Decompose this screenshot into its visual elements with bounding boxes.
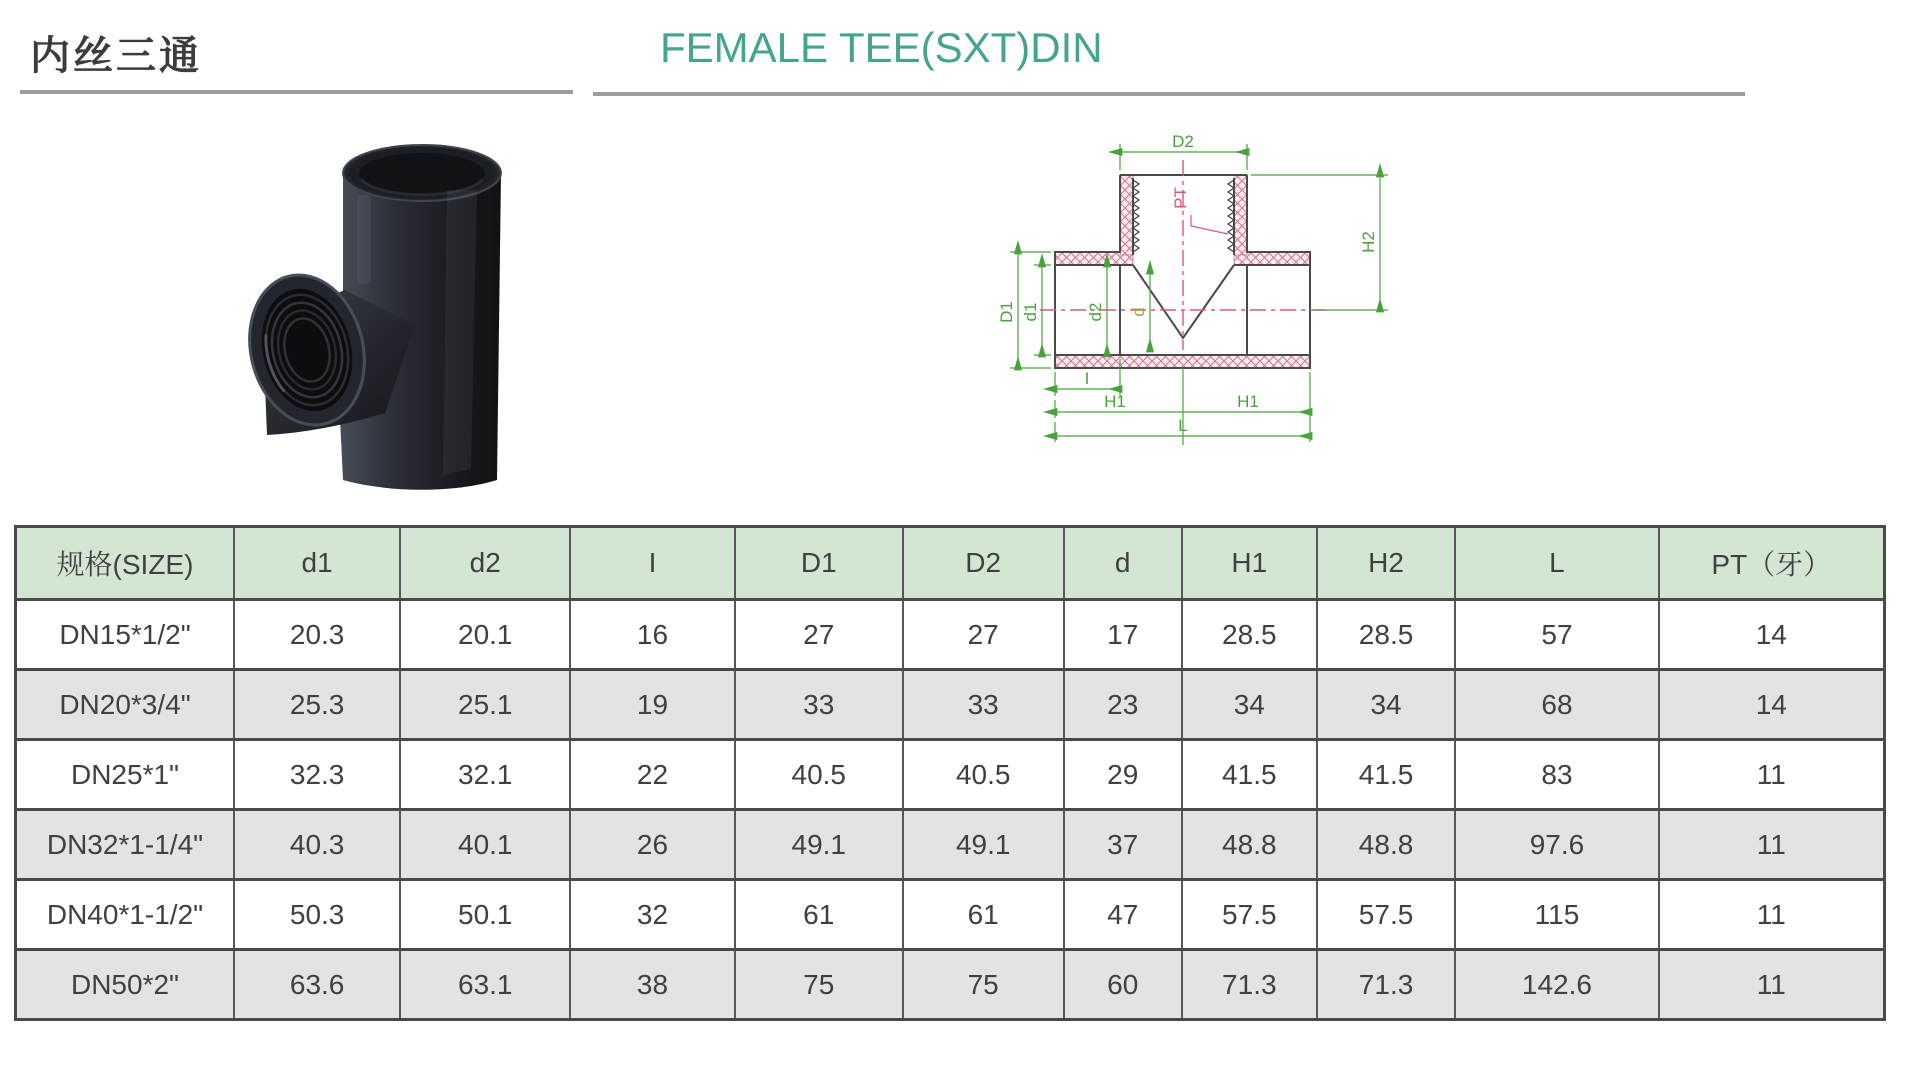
spec-value-cell: 40.5 bbox=[735, 740, 903, 810]
dim-label-I: I bbox=[1084, 369, 1090, 388]
dim-label-D1: D1 bbox=[997, 301, 1016, 323]
spec-value-cell: 37 bbox=[1064, 810, 1182, 880]
spec-value-cell: 14 bbox=[1659, 600, 1885, 670]
spec-value-cell: 50.3 bbox=[234, 880, 400, 950]
spec-value-cell: 11 bbox=[1659, 950, 1885, 1020]
spec-value-cell: 11 bbox=[1659, 880, 1885, 950]
spec-col-header: PT（牙） bbox=[1659, 527, 1885, 600]
spec-value-cell: 29 bbox=[1064, 740, 1182, 810]
spec-value-cell: 68 bbox=[1455, 670, 1658, 740]
table-row bbox=[16, 810, 1885, 880]
spec-col-header: D2 bbox=[903, 527, 1064, 600]
spec-value-cell: 47 bbox=[1064, 880, 1182, 950]
spec-value-cell: 25.3 bbox=[234, 670, 400, 740]
spec-table bbox=[14, 525, 1886, 1021]
spec-value-cell: 97.6 bbox=[1455, 810, 1658, 880]
spec-value-cell: 61 bbox=[903, 880, 1064, 950]
spec-value-cell: 33 bbox=[903, 670, 1064, 740]
spec-value-cell: 22 bbox=[570, 740, 734, 810]
spec-value-cell: 63.6 bbox=[234, 950, 400, 1020]
spec-value-cell: 57.5 bbox=[1182, 880, 1317, 950]
spec-value-cell: 19 bbox=[570, 670, 734, 740]
spec-col-header: d bbox=[1064, 527, 1182, 600]
spec-value-cell: 28.5 bbox=[1317, 600, 1456, 670]
dim-label-L: L bbox=[1178, 416, 1188, 435]
spec-value-cell: 26 bbox=[570, 810, 734, 880]
spec-table-header-row bbox=[16, 527, 1885, 600]
spec-col-header: 规格(SIZE) bbox=[16, 527, 234, 600]
spec-value-cell: 75 bbox=[735, 950, 903, 1020]
spec-value-cell: 33 bbox=[735, 670, 903, 740]
spec-value-cell: 11 bbox=[1659, 740, 1885, 810]
spec-value-cell: 28.5 bbox=[1182, 600, 1317, 670]
spec-value-cell: 27 bbox=[735, 600, 903, 670]
spec-value-cell: 23 bbox=[1064, 670, 1182, 740]
spec-size-cell: DN15*1/2" bbox=[16, 600, 234, 670]
spec-col-header: I bbox=[570, 527, 734, 600]
spec-value-cell: 50.1 bbox=[400, 880, 570, 950]
spec-value-cell: 40.5 bbox=[903, 740, 1064, 810]
dim-label-d: d bbox=[1129, 307, 1148, 317]
dim-label-H1-right: H1 bbox=[1237, 392, 1259, 411]
spec-value-cell: 63.1 bbox=[400, 950, 570, 1020]
title-underline-left bbox=[20, 90, 573, 94]
spec-value-cell: 20.3 bbox=[234, 600, 400, 670]
spec-value-cell: 142.6 bbox=[1455, 950, 1658, 1020]
spec-value-cell: 27 bbox=[903, 600, 1064, 670]
spec-size-cell: DN40*1-1/2" bbox=[16, 880, 234, 950]
spec-value-cell: 48.8 bbox=[1182, 810, 1317, 880]
dim-label-d1: d1 bbox=[1021, 302, 1040, 322]
dim-label-H1-left: H1 bbox=[1104, 392, 1126, 411]
spec-value-cell: 20.1 bbox=[400, 600, 570, 670]
dim-label-D2: D2 bbox=[1172, 132, 1194, 151]
spec-value-cell: 57 bbox=[1455, 600, 1658, 670]
spec-value-cell: 48.8 bbox=[1317, 810, 1456, 880]
page-title-chinese: 内丝三通 bbox=[30, 34, 202, 78]
spec-size-cell: DN32*1-1/4" bbox=[16, 810, 234, 880]
spec-value-cell: 49.1 bbox=[903, 810, 1064, 880]
spec-col-header: d2 bbox=[400, 527, 570, 600]
technical-drawing bbox=[990, 100, 1460, 465]
spec-col-header: H1 bbox=[1182, 527, 1317, 600]
spec-value-cell: 11 bbox=[1659, 810, 1885, 880]
spec-value-cell: 71.3 bbox=[1182, 950, 1317, 1020]
table-row bbox=[16, 670, 1885, 740]
spec-value-cell: 32.3 bbox=[234, 740, 400, 810]
spec-value-cell: 115 bbox=[1455, 880, 1658, 950]
spec-size-cell: DN50*2" bbox=[16, 950, 234, 1020]
spec-value-cell: 17 bbox=[1064, 600, 1182, 670]
tee-fitting-photo bbox=[185, 95, 605, 495]
spec-size-cell: DN20*3/4" bbox=[16, 670, 234, 740]
spec-value-cell: 49.1 bbox=[735, 810, 903, 880]
spec-value-cell: 32 bbox=[570, 880, 734, 950]
spec-value-cell: 14 bbox=[1659, 670, 1885, 740]
tee-section-diagram bbox=[990, 100, 1460, 465]
spec-value-cell: 61 bbox=[735, 880, 903, 950]
spec-value-cell: 34 bbox=[1182, 670, 1317, 740]
title-underline-right bbox=[593, 92, 1745, 96]
spec-value-cell: 34 bbox=[1317, 670, 1456, 740]
spec-size-cell: DN25*1" bbox=[16, 740, 234, 810]
spec-col-header: L bbox=[1455, 527, 1658, 600]
spec-value-cell: 83 bbox=[1455, 740, 1658, 810]
spec-value-cell: 32.1 bbox=[400, 740, 570, 810]
table-row bbox=[16, 950, 1885, 1020]
table-row bbox=[16, 600, 1885, 670]
page-title-english: FEMALE TEE(SXT)DIN bbox=[660, 24, 1103, 71]
product-photo bbox=[185, 95, 605, 495]
spec-col-header: d1 bbox=[234, 527, 400, 600]
spec-value-cell: 75 bbox=[903, 950, 1064, 1020]
spec-value-cell: 41.5 bbox=[1182, 740, 1317, 810]
spec-value-cell: 40.1 bbox=[400, 810, 570, 880]
spec-value-cell: 25.1 bbox=[400, 670, 570, 740]
dim-label-H2: H2 bbox=[1359, 231, 1378, 253]
dim-label-d2: d2 bbox=[1086, 302, 1105, 322]
spec-col-header: D1 bbox=[735, 527, 903, 600]
spec-col-header: H2 bbox=[1317, 527, 1456, 600]
table-row bbox=[16, 740, 1885, 810]
spec-value-cell: 38 bbox=[570, 950, 734, 1020]
spec-value-cell: 41.5 bbox=[1317, 740, 1456, 810]
dim-label-PT: PT bbox=[1171, 187, 1190, 209]
spec-value-cell: 16 bbox=[570, 600, 734, 670]
spec-value-cell: 40.3 bbox=[234, 810, 400, 880]
spec-value-cell: 57.5 bbox=[1317, 880, 1456, 950]
spec-table-container bbox=[14, 525, 1886, 1021]
spec-table-body bbox=[16, 600, 1885, 1020]
table-row bbox=[16, 880, 1885, 950]
spec-value-cell: 60 bbox=[1064, 950, 1182, 1020]
spec-value-cell: 71.3 bbox=[1317, 950, 1456, 1020]
